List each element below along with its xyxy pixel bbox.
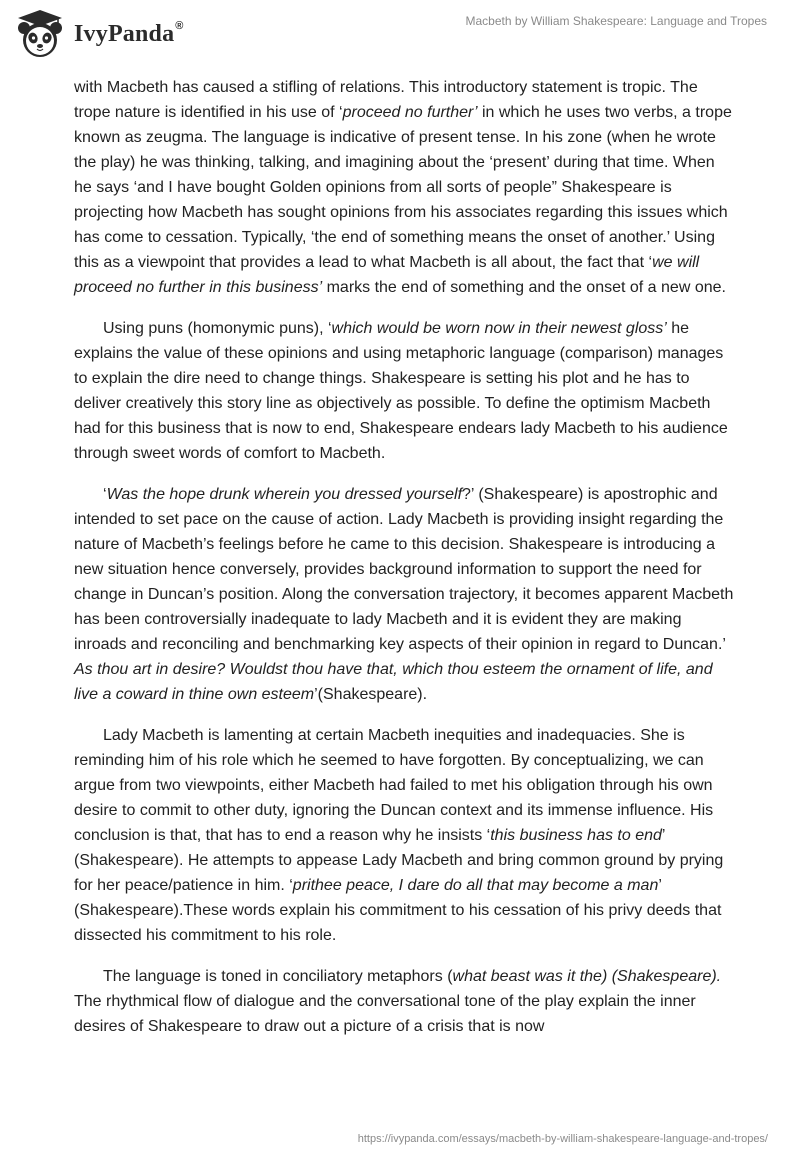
essay-paragraph [74,723,734,948]
text-run: ?’ (Shakespeare) is apostrophic and intended to set pace on the cause of action. Lady Macbeth is providing insight regarding the nature of Macbeth’s feelings before he came to this decision. Shakespeare is introducing a new situation hence conversely, provides background information to support the need for change in Duncan’s position. Along the conversation trajectory, it becomes apparent Macbeth has been controversially inadequate to lady Macbeth and it is evident they are making inroads and reconciling and benchmarking key aspects of their opinion in regard to Duncan.’ [74,486,734,653]
text-run: Using puns (homonymic puns), ‘ [103,320,332,337]
quoted-text: Was the hope drunk wherein you dressed yourself [106,486,463,503]
text-run: ’ (Shakespeare).These words explain his commitment to his cessation of his privy deeds that dissected his commitment to his role. [74,877,722,944]
document-title: Macbeth by William Shakespeare: Language and Tropes [465,14,767,28]
essay-body [74,75,734,1055]
brand-name: IvyPanda® [74,20,184,47]
quoted-text: what beast was it the) (Shakespeare). [452,968,722,985]
essay-paragraph [74,316,734,466]
text-run: ‘ [103,486,107,503]
text-run: The rhythmical flow of dialogue and the conversational tone of the play explain the inner desires of Shakespeare to draw out a picture of a crisis that is now [74,993,696,1035]
text-run: with Macbeth has caused a stifling of relations. This introductory statement is tropic. The trope nature is identified in his use of ‘ [74,79,698,121]
quoted-text: which would be worn now in their newest gloss’ [331,320,667,337]
text-run: he explains the value of these opinions and using metaphoric language (comparison) manages to explain the dire need to change things. Shakespeare is setting his plot and he has to deliver creatively this story line as objectively as possible. To define the optimism Macbeth had for this business that is now to end, Shakespeare endears lady Macbeth to his audience through sweet words of comfort to Macbeth. [74,320,728,462]
quoted-text: this business has to end [490,827,662,844]
panda-graduate-icon [12,6,68,62]
essay-paragraph [74,964,734,1039]
ivypanda-logo[interactable] [12,6,184,62]
registered-mark: ® [175,20,184,32]
quoted-text: As thou art in desire? Wouldst thou have that, which thou esteem the ornament of life, and live a coward in thine own esteem [74,661,713,703]
text-run: The language is toned in conciliatory metaphors ( [103,968,453,985]
footer-url[interactable]: https://ivypanda.com/essays/macbeth-by-william-shakespeare-language-and-tropes/ [357,1133,768,1145]
text-run: marks the end of something and the onset of a new one. [322,279,726,296]
text-run: ’ (Shakespeare). He attempts to appease Lady Macbeth and bring common ground by prying for her peace/patience in him. ‘ [74,827,724,894]
page-header [0,0,800,70]
essay-paragraph [74,482,734,707]
text-run: Lady Macbeth is lamenting at certain Macbeth inequities and inadequacies. She is reminding him of his role which he seemed to have forgotten. By conceptualizing, we can argue from two viewpoints, either Macbeth had failed to met his obligation through his own desire to commit to other duty, ignoring the Duncan context and its immense influence. His conclusion is that, that has to end a reason why he insists ‘ [74,727,714,844]
quoted-text: we will proceed no further in this business’ [74,254,700,296]
quoted-text: proceed no further’ [342,104,478,121]
quoted-text: prithee peace, I dare do all that may become a man [292,877,659,894]
text-run: ’(Shakespeare). [314,686,428,703]
text-run: in which he uses two verbs, a trope known as zeugma. The language is indicative of present tense. In his zone (when he wrote the play) he was thinking, talking, and imagining about the ‘present’ during that time. When he says ‘and I have bought Golden opinions from all sorts of people” Shakespeare is projecting how Macbeth has sought opinions from his associates regarding this issues which has come to cessation. Typically, ‘the end of something means the onset of another.’ Using this as a viewpoint that provides a lead to what Macbeth is all about, the fact that ‘ [74,104,732,271]
essay-paragraph [74,75,734,300]
